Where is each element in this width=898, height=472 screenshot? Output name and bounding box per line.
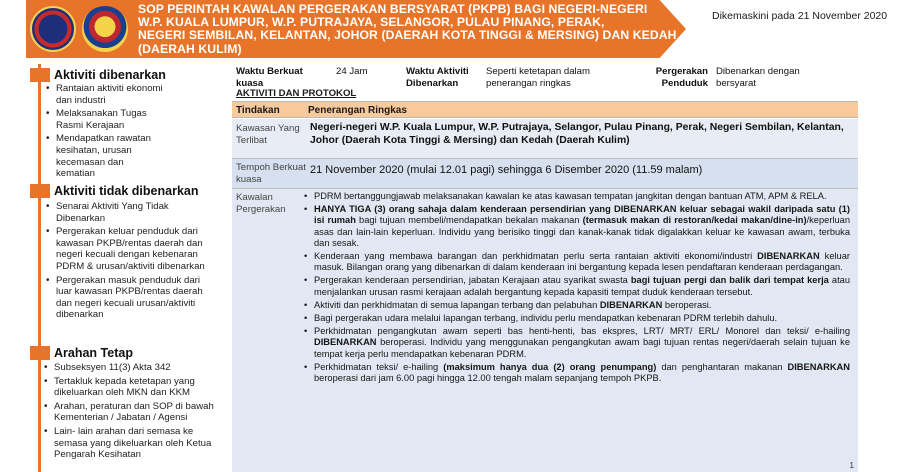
plain-text: keluar masuk. Bilangan orang yang dibenarkan di dalam kenderaan ini bergantung kepada lesen pendaftaran kenderaan perdagangan. (314, 251, 850, 273)
allowed-heading (30, 68, 166, 82)
table-row (232, 159, 858, 189)
plain-text: atau menjalankan urusan rasmi kerajaan adalah bergantung kepada kapasiti tempat duduk kenderaan tersebut. (314, 275, 850, 297)
waktu-label: Waktu Berkuat kuasa (236, 66, 303, 89)
list-item: • Mendapatkan rawatan kesihatan, urusan kecemasan dan kematian (46, 133, 164, 179)
list-item: • Subseksyen 11(3) Akta 342 (44, 362, 216, 374)
section-label: AKTIVITI DAN PROTOKOL (236, 88, 357, 99)
list-item (302, 251, 850, 273)
waktu-value: 24 Jam (336, 66, 368, 77)
standing-list (44, 362, 224, 463)
left-panel (30, 64, 226, 472)
bold-text: bagi tujuan pergi dan balik dari tempat kerja (630, 275, 829, 286)
pergerakan-label: Pergerakan Penduduk (655, 66, 708, 89)
bold-text: HANYA TIGA (3) orang sahaja dalam kenderaan persendirian yang DIBENARKAN keluar sebagai wakil daripada satu (1) isi rumah (314, 204, 850, 226)
left-rail (38, 64, 41, 472)
kawalan-list (302, 191, 850, 386)
list-item: • Pergerakan keluar penduduk dari kawasan PKPB/rentas daerah dan negeri kecuali dengan kebenaran PDRM & urusan/aktiviti dibenarkan (46, 226, 206, 272)
allowed-list (46, 83, 226, 182)
list-item: • Lain- lain arahan dari semasa ke semasa yang dikeluarkan oleh Ketua Pengarah Kesihatan (44, 426, 220, 461)
list-item (302, 362, 850, 384)
section-marker (30, 68, 50, 82)
bold-text: (maksimum hanya dua (2) orang penumpang) (443, 361, 657, 372)
plain-text: beroperasi dari jam 6.00 pagi hingga 12.00 tengah malam sepanjang tempoh PKPB. (314, 373, 662, 384)
plain-text: beroperasi. Individu yang menggunakan pengangkutan awam bagi tujuan rentas negeri/daerah selain tujuan ke tempat kerja perlu mendapatkan kebenaran PDRM. (314, 337, 850, 359)
bold-text: DIBENARKAN (599, 299, 663, 310)
page-title (138, 3, 678, 56)
list-item (302, 191, 850, 202)
jata-negara-logo (82, 6, 128, 52)
section-label: Aktiviti dibenarkan (54, 68, 166, 82)
list-item: • Rantaian aktiviti ekonomi dan industri (46, 83, 164, 106)
not-allowed-heading (30, 184, 198, 198)
bold-text: (termasuk makan di restoran/kedai makan/dine-in) (582, 215, 807, 226)
list-item: • Arahan, peraturan dan SOP di bawah Kementerian / Jabatan / Agensi (44, 401, 216, 424)
table-header (232, 101, 858, 118)
plain-text: PDRM bertanggungjawab melaksanakan kawalan ke atas kawasan tempatan jangkitan dengan bantuan ATM, APM & RELA. (314, 191, 827, 201)
bold-text: DIBENARKAN (787, 361, 850, 372)
list-item (302, 275, 850, 297)
list-item (302, 300, 850, 311)
section-label: Arahan Tetap (54, 346, 133, 360)
list-item: • Melaksanakan Tugas Rasmi Kerajaan (46, 108, 164, 131)
plain-text: /keperluan asas dan lain-lain keperluan. Individu yang berisiko tinggi dan kanak-kanak tidak digalakkan keluar ke kawasan awam, terbuka dan sesak. (314, 215, 850, 248)
row-label: Tempoh Berkuat kuasa (236, 162, 306, 185)
plain-text: Kenderaan yang membawa barangan dan perkhidmatan perlu serta rantaian aktiviti ekonomi/industri (314, 251, 758, 262)
title-line: NEGERI SEMBILAN, KELANTAN, JOHOR (DAERAH KOTA TINGGI & MERSING) DAN KEDAH (138, 28, 677, 43)
list-item (302, 204, 850, 249)
page-number: 1 (849, 461, 854, 470)
title-line: W.P. KUALA LUMPUR, W.P. PUTRAJAYA, SELANGOR, PULAU PINANG, PERAK, (138, 15, 605, 30)
title-line: (DAERAH KULIM) (138, 41, 242, 56)
pergerakan-value: Dibenarkan dengan bersyarat (716, 66, 800, 89)
plain-text: Aktiviti dan perkhidmatan di semua lapangan terbang dan pelabuhan (314, 299, 600, 310)
plain-text: Bagi pergerakan udara melalui lapangan terbang, individu perlu mendapatkan kebenaran PDRM terlebih dahulu. (314, 313, 778, 324)
section-marker (30, 346, 50, 360)
plain-text: dan penghantaran makanan (656, 361, 788, 372)
not-allowed-list (46, 201, 226, 323)
list-item: • Tertakluk kepada ketetapan yang dikeluarkan oleh MKN dan KKM (44, 376, 216, 399)
header (0, 0, 898, 58)
bold-text: DIBENARKAN (314, 337, 377, 348)
aktiviti-time-value: Seperti ketetapan dalam penerangan ringkas (486, 66, 590, 89)
plain-text: Perkhidmatan teksi/ e-hailing (314, 361, 444, 372)
list-item (302, 313, 850, 324)
bold-text: DIBENARKAN (757, 251, 820, 262)
section-marker (30, 184, 50, 198)
standing-heading (30, 346, 133, 360)
section-label: Aktiviti tidak dibenarkan (54, 184, 199, 198)
plain-text: Perkhidmatan pengangkutan awam seperti bas henti-henti, bas ekspres, LRT/ MRT/ ERL/ Monorel dan teksi/ e-hailing (314, 326, 850, 337)
right-panel (232, 64, 858, 472)
column-header-tindakan: Tindakan (236, 105, 280, 116)
list-item: • Pergerakan masuk penduduk dari luar kawasan PKPB/rentas daerah dan negeri kecuali urusan/aktiviti dibenarkan (46, 275, 208, 321)
table-row (232, 189, 858, 472)
row-value: 21 November 2020 (mulai 12.01 pagi) sehingga 6 Disember 2020 (11.59 malam) (310, 164, 703, 176)
pdrm-logo (30, 6, 76, 52)
updated-date: Dikemaskini pada 21 November 2020 (712, 10, 888, 22)
row-value: Negeri-negeri W.P. Kuala Lumpur, W.P. Putrajaya, Selangor, Pulau Pinang, Perak, Negeri Sembilan, Kelantan, Johor (Daerah Kota Tinggi & Mersing) dan Kedah (Daerah Kulim) (310, 122, 844, 146)
aktiviti-time-label: Waktu Aktiviti Dibenarkan (406, 66, 469, 89)
plain-text: Pergerakan kenderaan persendirian, jabatan Kerajaan atau syarikat swasta (314, 275, 631, 286)
row-label: Kawasan Yang Terlibat (236, 123, 300, 146)
column-header-penerangan: Penerangan Ringkas (308, 105, 407, 116)
plain-text: beroperasi. (662, 299, 712, 310)
list-item: • Senarai Aktiviti Yang Tidak Dibenarkan (46, 201, 178, 224)
title-line: SOP PERINTAH KAWALAN PERGERAKAN BERSYARAT (PKPB) BAGI NEGERI-NEGERI (138, 2, 648, 16)
list-item (302, 326, 850, 360)
plain-text: bagi tujuan membeli/mendapatkan bekalan makanan (355, 215, 583, 226)
table-row (232, 119, 858, 159)
row-label: Kawalan Pergerakan (236, 192, 286, 215)
